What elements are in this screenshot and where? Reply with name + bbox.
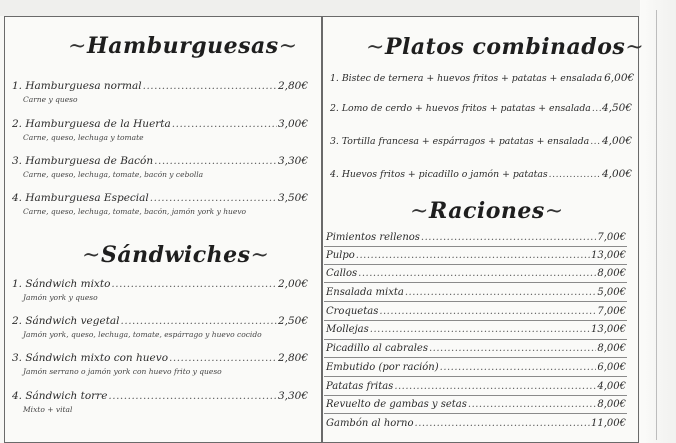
scan-edge (640, 0, 676, 443)
list-item: Pulpo ..... 13,00€ (326, 250, 626, 261)
menu-item: 2. Hamburguesa de la Huerta ..... 3,00€ Carne, queso, lechuga y tomate (12, 118, 308, 142)
raciones-title: ~Raciones~ (410, 198, 564, 224)
list-item: Callos ..... 8,00€ (326, 268, 626, 279)
list-item: Embutido (por ración) ..... 6,00€ (326, 362, 626, 373)
menu-item: 4. Huevos fritos + picadillo o jamón + patatas ..... 4,00€ (330, 168, 632, 180)
list-item: Croquetas ..... 7,00€ (326, 306, 626, 317)
list-item: Patatas fritas ..... 4,00€ (326, 381, 626, 392)
row-divider (324, 301, 627, 302)
menu-item: 4. Sándwich torre ..... 3,30€ Mixto + vital (12, 390, 308, 414)
menu-item: 2. Sándwich vegetal ..... 2,50€ Jamón york, queso, lechuga, tomate, espárrago y huevo cocido (12, 315, 308, 339)
list-item: Revuelto de gambas y setas ..... 8,00€ (326, 399, 626, 410)
sandwiches-title: ~Sándwiches~ (82, 242, 270, 268)
scan-edge-line (656, 10, 657, 440)
list-item: Picadillo al cabrales ..... 8,00€ (326, 343, 626, 354)
row-divider (324, 339, 627, 340)
row-divider (324, 413, 627, 414)
menu-item: 1. Hamburguesa normal ..... 2,80€ Carne y queso (12, 80, 308, 104)
scan-top-band (0, 0, 676, 16)
menu-item: 2. Lomo de cerdo + huevos fritos + patatas + ensalada ..... 4,50€ (330, 102, 632, 114)
row-divider (324, 320, 627, 321)
menu-item: 4. Hamburguesa Especial ..... 3,50€ Carne, queso, lechuga, tomate, bacón, jamón york y huevo (12, 192, 308, 216)
platos-title: ~Platos combinados~ (366, 34, 645, 60)
menu-item: 3. Sándwich mixto con huevo ..... 2,80€ Jamón serrano o jamón york con huevo frito y queso (12, 352, 308, 376)
list-item: Mollejas ..... 13,00€ (326, 324, 626, 335)
row-divider (324, 357, 627, 358)
row-divider (324, 395, 627, 396)
list-item: Pimientos rellenos ..... 7,00€ (326, 232, 626, 243)
row-divider (324, 264, 627, 265)
row-divider (324, 246, 627, 247)
menu-item: 3. Hamburguesa de Bacón ..... 3,30€ Carne, queso, lechuga, tomate, bacón y cebolla (12, 155, 308, 179)
hamburguesas-title: ~Hamburguesas~ (68, 33, 298, 59)
menu-item: 1. Bistec de ternera + huevos fritos + patatas + ensalada 6,00€ (330, 72, 635, 84)
menu-item: 1. Sándwich mixto ..... 2,00€ Jamón york y queso (12, 278, 308, 302)
list-item: Gambón al horno ..... 11,00€ (326, 418, 626, 429)
row-divider (324, 282, 627, 283)
menu-item: 3. Tortilla francesa + espárragos + patatas + ensalada ..... 4,00€ (330, 135, 632, 147)
list-item: Ensalada mixta ..... 5,00€ (326, 287, 626, 298)
row-divider (324, 376, 627, 377)
